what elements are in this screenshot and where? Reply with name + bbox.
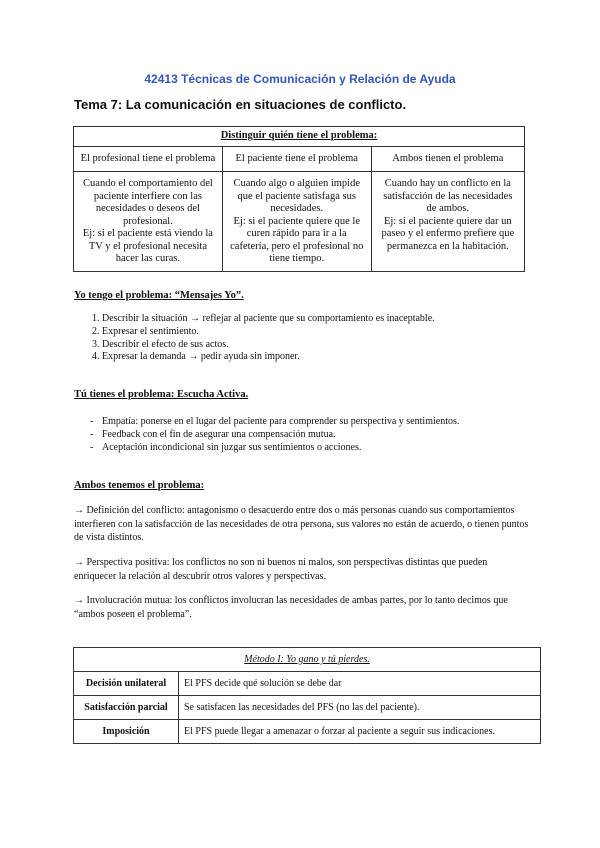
course-title: 42413 Técnicas de Comunicación y Relación de Ayuda: [144, 72, 456, 86]
section-tu-list: [74, 416, 459, 454]
method-table: [73, 647, 541, 744]
list-item: 1. Describir la situación → reflejar al paciente que su comportamiento es inaceptable.: [102, 313, 435, 326]
table-row: [74, 720, 541, 744]
column-body-paciente: Cuando algo o alguien impide que el paciente satisfaga sus necesidades. Ej: si el paciente quiere que le curen rápido para ir a la cafetería, pero el profesional no tiene tiempo.: [222, 172, 371, 272]
row-label: Imposición: [74, 720, 179, 744]
list-item: 2. Expresar el sentimiento.: [102, 326, 435, 339]
column-body-profesional: Cuando el comportamiento del paciente interfiere con las necesidades o deseos del profesional. Ej: si el paciente está viendo la TV y el profesional necesita hacer las curas.: [74, 172, 223, 272]
list-item: - Feedback con el fin de asegurar una compensación mutua.: [74, 429, 459, 442]
list-item: 3. Describir el efecto de sus actos.: [102, 339, 435, 352]
list-item: 4. Expresar la demanda → pedir ayuda sin imponer.: [102, 351, 435, 364]
list-item: - Empatía: ponerse en el lugar del paciente para comprender su perspectiva y sentimientos.: [74, 416, 459, 429]
topic-title: Tema 7: La comunicación en situaciones de conflicto.: [74, 97, 407, 112]
row-value: Se satisfacen las necesidades del PFS (no las del paciente).: [179, 696, 541, 720]
column-body-ambos: Cuando hay un conflicto en la satisfacción de las necesidades de ambos. Ej: si el paciente quiere dar un paseo y el enfermo prefiere que permanezca en la habitación.: [371, 172, 524, 272]
section-tu-heading: Tú tienes el problema: Escucha Activa.: [74, 389, 249, 400]
table-row: [74, 696, 541, 720]
row-label: Decisión unilateral: [74, 672, 179, 696]
paragraph-definicion: → Definición del conflicto: antagonismo o desacuerdo entre dos o más personas cuando sus comportamientos interfieren con la satisfacción de las necesidades de otra persona, sus valores no están de acuerdo, o tienen puntos de vista distintos.: [74, 505, 529, 543]
paragraph-perspectiva: → Perspectiva positiva: los conflictos no son ni buenos ni malos, son perspectivas distintas que pueden enriquecer la relación al descubrir otros valores y perspectivas.: [74, 557, 488, 582]
section-yo-list: [74, 313, 435, 364]
table-row: [74, 672, 541, 696]
method-table-header: Método I: Yo gano y tú pierdes.: [74, 648, 541, 672]
column-title-profesional: El profesional tiene el problema: [74, 146, 223, 172]
row-label: Satisfacción parcial: [74, 696, 179, 720]
column-title-paciente: El paciente tiene el problema: [222, 146, 371, 172]
section-ambos-heading: Ambos tenemos el problema:: [74, 480, 205, 491]
section-yo-heading: Yo tengo el problema: “Mensajes Yo”.: [74, 290, 244, 301]
conflict-table-header: Distinguir quién tiene el problema:: [74, 127, 525, 147]
row-value: El PFS decide qué solución se debe dar: [179, 672, 541, 696]
list-item: - Aceptación incondicional sin juzgar sus sentimientos o acciones.: [74, 442, 459, 455]
paragraph-involucracion: → Involucración mutua: los conflictos involucran las necesidades de ambas partes, por lo tanto decimos que “ambos poseen el problema”.: [74, 595, 508, 620]
row-value: El PFS puede llegar a amenazar o forzar al paciente a seguir sus indicaciones.: [179, 720, 541, 744]
conflict-table: [73, 126, 525, 272]
column-title-ambos: Ambos tienen el problema: [371, 146, 524, 172]
